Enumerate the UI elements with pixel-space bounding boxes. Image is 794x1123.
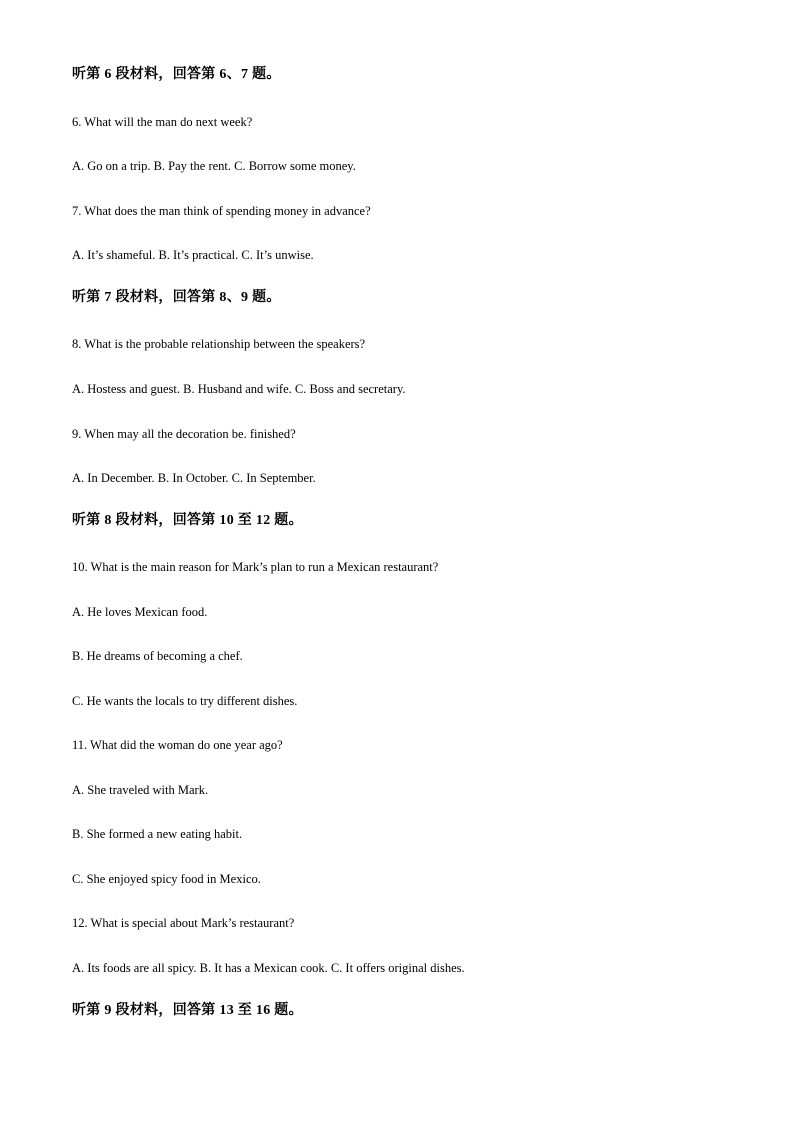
section-heading-8-9: 听第 7 段材料，回答第 8、9 题。: [72, 290, 281, 305]
question-8-options: A. Hostess and guest. B. Husband and wife. C. Boss and secretary.: [72, 382, 406, 396]
question-8: 8. What is the probable relationship between the speakers?: [72, 337, 366, 351]
question-6-options: A. Go on a trip. B. Pay the rent. C. Borrow some money.: [72, 159, 356, 173]
question-7: 7. What does the man think of spending money in advance?: [72, 204, 371, 218]
question-10: 10. What is the main reason for Mark’s plan to run a Mexican restaurant?: [72, 560, 439, 574]
section-heading-6-7: 听第 6 段材料，回答第 6、7 题。: [72, 67, 281, 82]
question-12: 12. What is special about Mark’s restaurant?: [72, 916, 295, 930]
question-10-option-a: A. He loves Mexican food.: [72, 605, 208, 619]
question-7-options: A. It’s shameful. B. It’s practical. C. It’s unwise.: [72, 248, 314, 262]
question-11-option-c: C. She enjoyed spicy food in Mexico.: [72, 872, 261, 886]
question-12-options: A. Its foods are all spicy. B. It has a Mexican cook. C. It offers original dishes.: [72, 961, 465, 975]
question-10-option-b: B. He dreams of becoming a chef.: [72, 649, 243, 663]
question-9: 9. When may all the decoration be. finished?: [72, 427, 296, 441]
section-heading-13-16: 听第 9 段材料，回答第 13 至 16 题。: [72, 1003, 303, 1018]
question-11-option-b: B. She formed a new eating habit.: [72, 827, 243, 841]
question-11: 11. What did the woman do one year ago?: [72, 738, 283, 752]
question-9-options: A. In December. B. In October. C. In September.: [72, 471, 316, 485]
question-11-option-a: A. She traveled with Mark.: [72, 783, 209, 797]
section-heading-10-12: 听第 8 段材料，回答第 10 至 12 题。: [72, 513, 303, 528]
question-10-option-c: C. He wants the locals to try different dishes.: [72, 694, 298, 708]
question-6: 6. What will the man do next week?: [72, 115, 253, 129]
